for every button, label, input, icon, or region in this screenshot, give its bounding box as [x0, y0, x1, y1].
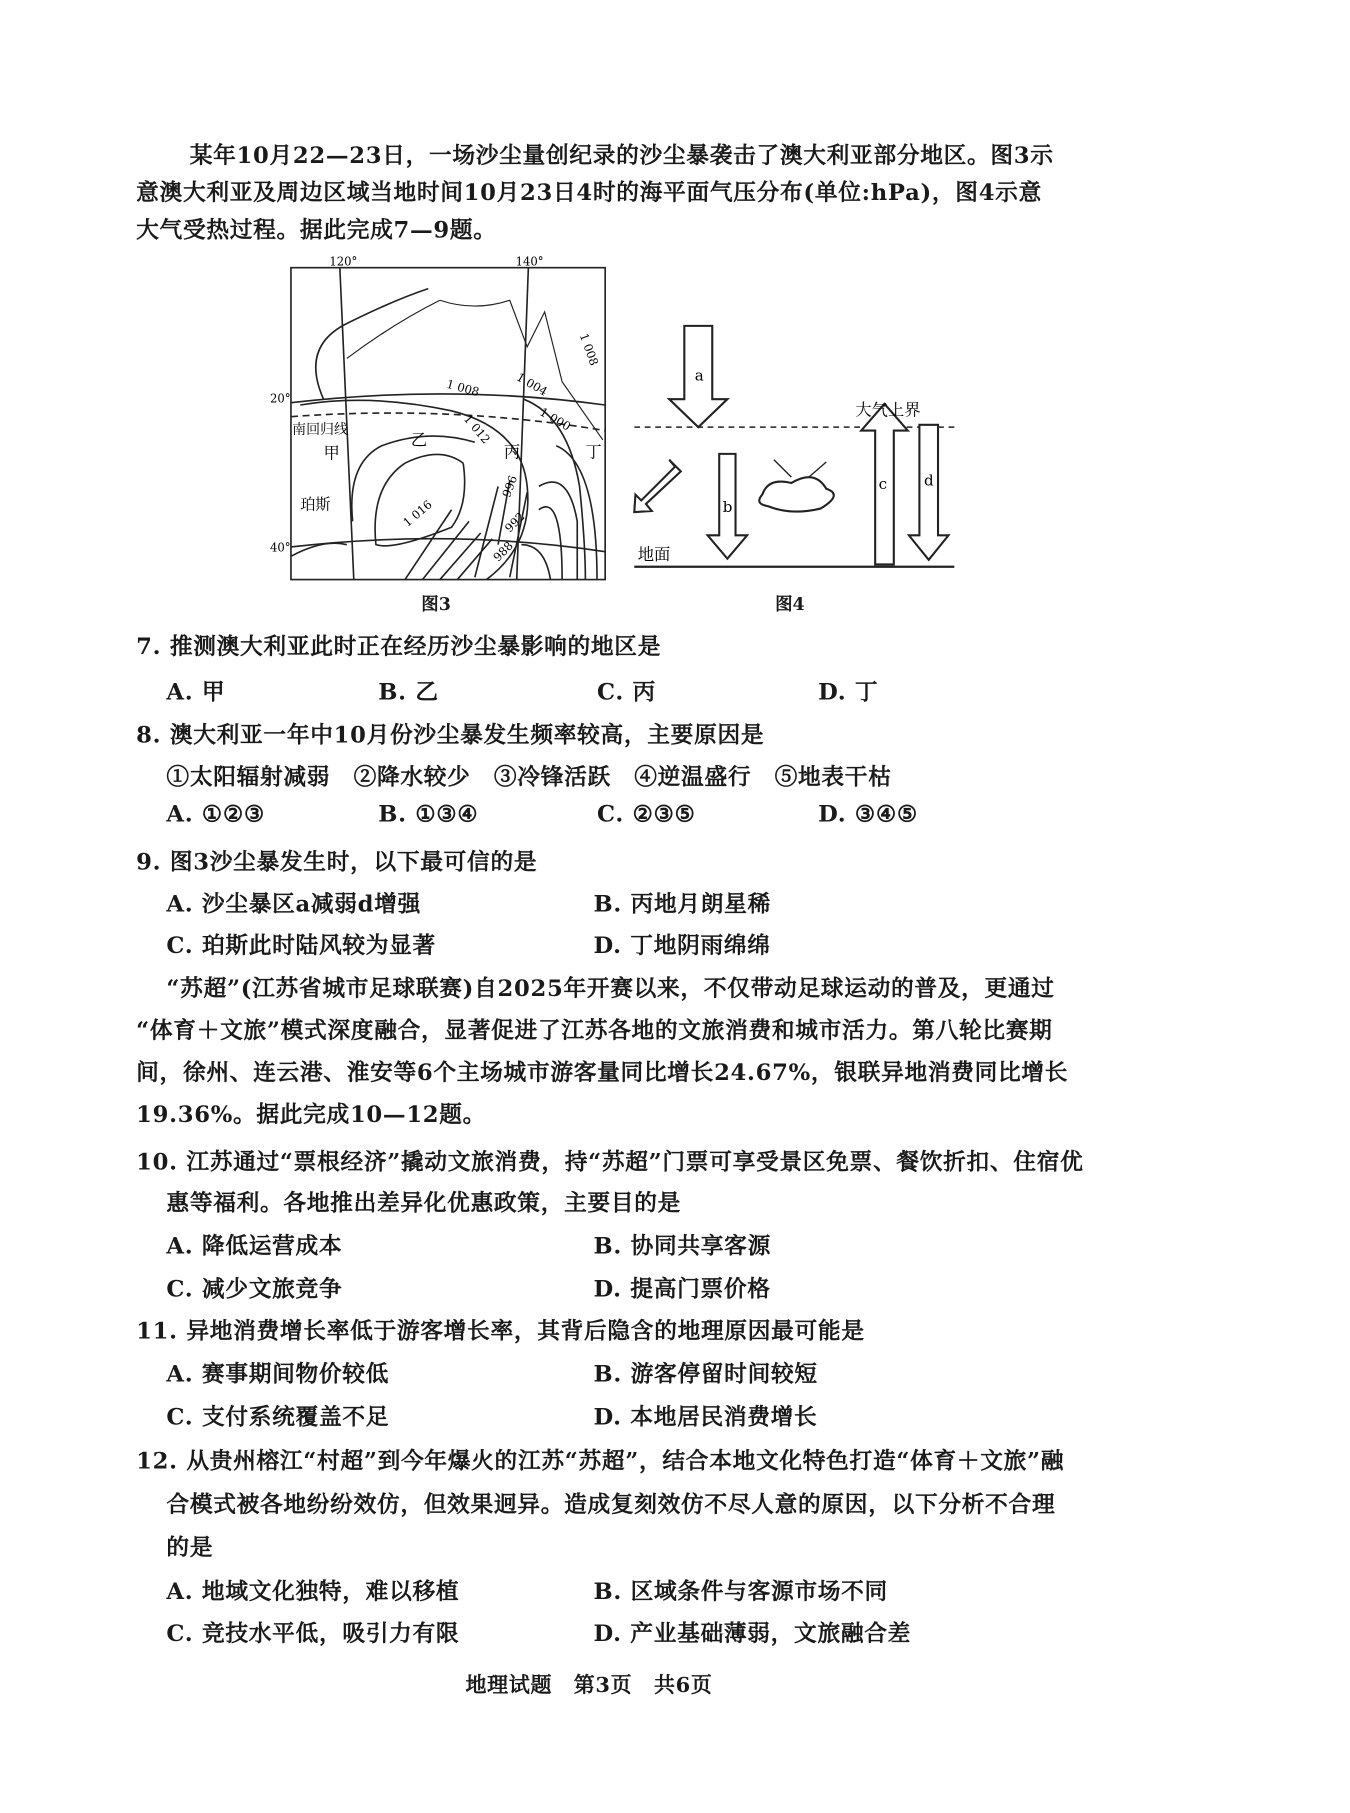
- q10-option-a[interactable]: A. 降低运营成本: [166, 1232, 343, 1260]
- q9-stem: 9. 图3沙尘暴发生时，以下最可信的是: [136, 848, 538, 876]
- q12-stem: 12. 从贵州榕江“村超”到今年爆火的江苏“苏超”，结合本地文化特色打造“体育＋文旅”融: [136, 1447, 1065, 1475]
- tropic-label: 南回归线: [292, 422, 348, 439]
- q12-option-d[interactable]: D. 产业基础薄弱，文旅融合差: [593, 1620, 912, 1647]
- figure-4-diagram: [628, 320, 960, 576]
- isobar-label: 1 016: [400, 497, 435, 530]
- label-d: d: [924, 471, 934, 490]
- isobar-label: 988: [490, 538, 516, 565]
- q11-option-b[interactable]: B. 游客停留时间较短: [593, 1360, 818, 1388]
- q7-stem: 7. 推测澳大利亚此时正在经历沙尘暴影响的地区是: [136, 633, 662, 660]
- place-yi: 乙: [410, 430, 428, 450]
- place-bing: 丙: [503, 442, 521, 462]
- arrow-reflect: [634, 460, 681, 512]
- intro2-line: “苏超”(江苏省城市足球联赛)自2025年开赛以来，不仅带动足球运动的普及，更通过: [166, 975, 1055, 1003]
- q10-stem: 惠等福利。各地推出差异化优惠政策，主要目的是: [166, 1189, 682, 1217]
- q12-stem: 合模式被各地纷纷效仿，但效果迥异。造成复刻效仿不尽人意的原因，以下分析不合理: [166, 1490, 1056, 1518]
- q11-option-d[interactable]: D. 本地居民消费增长: [593, 1403, 818, 1431]
- q12-stem: 的是: [166, 1533, 214, 1561]
- lon-label: 140°: [515, 254, 544, 269]
- isobar-label: 992: [501, 509, 528, 536]
- q7-option-b[interactable]: B. 乙: [378, 678, 439, 706]
- lon-label: 120°: [329, 254, 358, 269]
- q7-option-a[interactable]: A. 甲: [166, 678, 226, 706]
- intro2-line: 间，徐州、连云港、淮安等6个主场城市游客量同比增长24.67%，银联异地消费同比增长: [136, 1059, 1069, 1086]
- intro1-line: 某年10月22—23日，一场沙尘量创纪录的沙尘暴袭击了澳大利亚部分地区。图3示: [189, 141, 1054, 169]
- figure-4-caption: 图4: [775, 593, 805, 615]
- figure-3-caption: 图3: [421, 593, 451, 615]
- cloud: [759, 477, 833, 511]
- place-ding: 丁: [585, 442, 602, 462]
- q8-option-d[interactable]: D. ③④⑤: [818, 800, 919, 828]
- label-c: c: [878, 474, 888, 493]
- q12-option-b[interactable]: B. 区域条件与客源市场不同: [593, 1578, 888, 1605]
- arrow-d: [909, 425, 949, 560]
- q9-option-c[interactable]: C. 珀斯此时陆风较为显著: [166, 932, 436, 959]
- isobar-label: 1 004: [514, 369, 550, 399]
- isobar-label: 1 000: [537, 404, 574, 434]
- intro1-line: 大气受热过程。据此完成7—9题。: [136, 216, 497, 244]
- intro2-line: 19.36%。据此完成10—12题。: [136, 1100, 487, 1128]
- lat-label: 40°: [270, 540, 291, 555]
- isobar-label: 1 008: [444, 376, 481, 400]
- label-a: a: [694, 366, 704, 385]
- place-jia: 甲: [323, 443, 340, 463]
- isobar-label: 1 008: [576, 331, 602, 368]
- ground-label: 地面: [637, 544, 671, 564]
- q8-option-a[interactable]: A. ①②③: [166, 800, 266, 828]
- atmosphere-top-label: 大气上界: [855, 400, 921, 420]
- page-footer: 地理试题 第3页 共6页: [465, 1673, 713, 1698]
- q10-stem: 10. 江苏通过“票根经济”撬动文旅消费，持“苏超”门票可享受景区免票、餐饮折扣、住宿优: [136, 1148, 1084, 1176]
- q10-option-c[interactable]: C. 减少文旅竞争: [166, 1275, 343, 1303]
- q9-option-a[interactable]: A. 沙尘暴区a减弱d增强: [166, 890, 422, 918]
- q8-stem: 8. 澳大利亚一年中10月份沙尘暴发生频率较高，主要原因是: [136, 721, 765, 749]
- intro2-line: “体育＋文旅”模式深度融合，显著促进了江苏各地的文旅消费和城市活力。第八轮比赛期: [136, 1017, 1053, 1044]
- intro1-line: 意澳大利亚及周边区域当地时间10月23日4时的海平面气压分布(单位:hPa)，图4示意: [136, 179, 1042, 206]
- q8-items: ①太阳辐射减弱 ②降水较少 ③冷锋活跃 ④逆温盛行 ⑤地表干枯: [166, 763, 892, 791]
- isobar-label: 1 012: [460, 411, 494, 447]
- q9-option-d[interactable]: D. 丁地阴雨绵绵: [593, 932, 771, 959]
- q10-option-b[interactable]: B. 协同共享客源: [593, 1232, 771, 1260]
- q9-option-b[interactable]: B. 丙地月朗星稀: [593, 890, 771, 918]
- q11-stem: 11. 异地消费增长率低于游客增长率，其背后隐含的地理原因最可能是: [136, 1317, 865, 1345]
- isobar-label: 996: [499, 473, 521, 500]
- q10-option-d[interactable]: D. 提高门票价格: [593, 1275, 771, 1303]
- q7-option-c[interactable]: C. 丙: [597, 678, 656, 706]
- q7-option-d[interactable]: D. 丁: [818, 678, 879, 706]
- q8-option-b[interactable]: B. ①③④: [378, 800, 479, 828]
- q8-option-c[interactable]: C. ②③⑤: [597, 800, 696, 828]
- figure-3-map: [270, 254, 615, 586]
- lat-label: 20°: [270, 391, 291, 406]
- q12-option-a[interactable]: A. 地域文化独特，难以移植: [166, 1578, 460, 1605]
- label-b: b: [722, 498, 733, 517]
- q11-option-a[interactable]: A. 赛事期间物价较低: [166, 1360, 390, 1388]
- q11-option-c[interactable]: C. 支付系统覆盖不足: [166, 1403, 390, 1431]
- place-perth: 珀斯: [300, 495, 331, 514]
- q12-option-c[interactable]: C. 竞技水平低，吸引力有限: [166, 1620, 460, 1647]
